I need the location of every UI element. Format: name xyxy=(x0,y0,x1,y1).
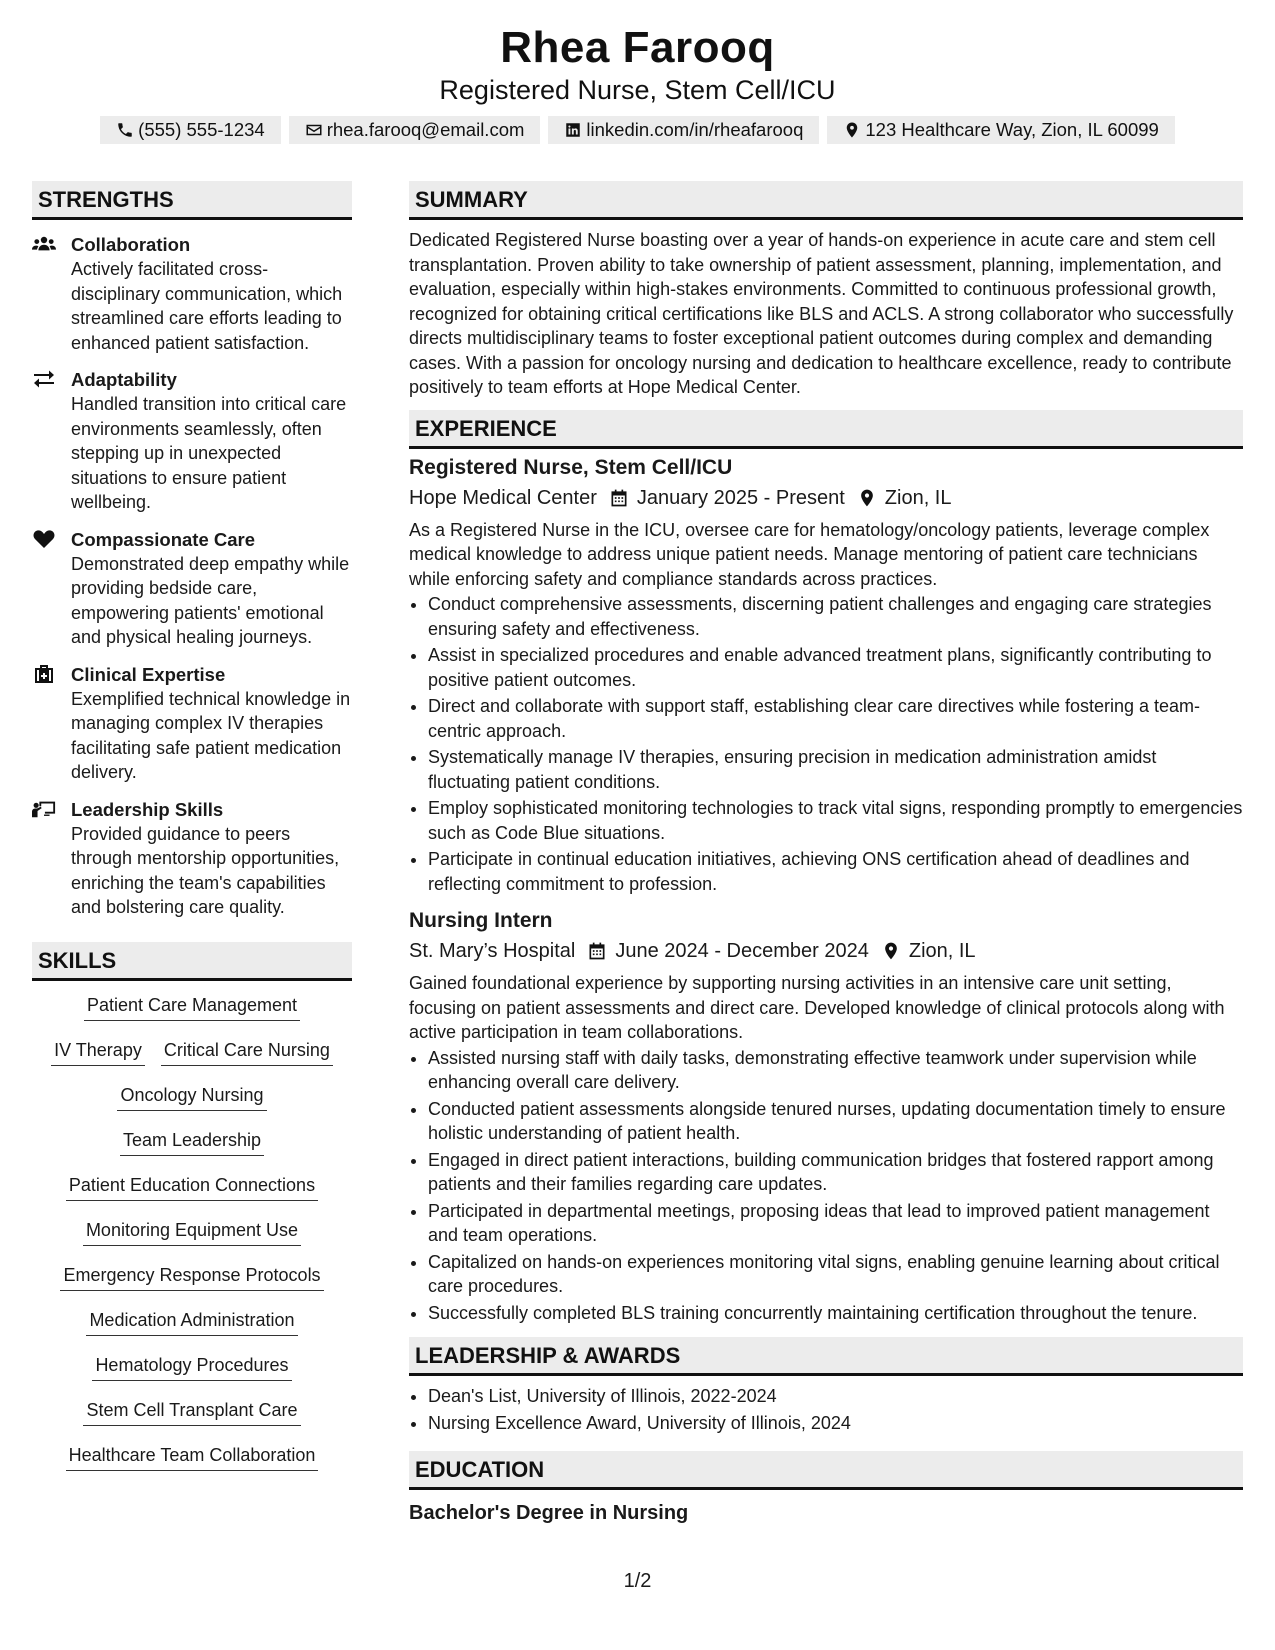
job-title: Registered Nurse, Stem Cell/ICU xyxy=(409,455,733,479)
skill-tag: Oncology Nursing xyxy=(117,1079,266,1111)
skill-tag: Patient Education Connections xyxy=(66,1169,318,1201)
contact-linkedin[interactable] xyxy=(548,116,819,144)
skill-tag: Monitoring Equipment Use xyxy=(83,1214,301,1246)
linkedin-icon xyxy=(564,121,582,139)
skill-tag: Patient Care Management xyxy=(84,989,300,1021)
right-column xyxy=(409,181,1243,1526)
education-degree: Bachelor's Degree in Nursing xyxy=(409,1502,689,1524)
job-entry xyxy=(409,906,1243,1325)
job-company: Hope Medical Center xyxy=(409,486,597,509)
job-bullet: • Capitalized on hands-on experiences monitoring vital signs, enabling genuine learning about critical care procedures. xyxy=(428,1250,1243,1299)
job-description: As a Registered Nurse in the ICU, oversee care for hematology/oncology patients, leverage complex medical knowledge to address unique patient needs. Manage mentoring of patient care technicians while enforcing safety and compliance standards across practices. xyxy=(409,519,1210,589)
contact-email[interactable] xyxy=(289,116,541,144)
education-heading: EDUCATION xyxy=(409,1451,1243,1490)
skill-tag: Healthcare Team Collaboration xyxy=(66,1439,319,1471)
skill-tag: Team Leadership xyxy=(120,1124,264,1156)
page-number: 1/2 xyxy=(623,1570,652,1592)
job-bullets xyxy=(409,1046,1243,1326)
location-pin-icon xyxy=(857,488,877,508)
skill-tag: Emergency Response Protocols xyxy=(60,1259,323,1291)
job-description: Gained foundational experience by supporting nursing activities in an intensive care unit setting, focusing on patient assessments and direct care. Developed knowledge of clinical protocols along with active participation in team collaborations. xyxy=(409,973,1225,1042)
skills-heading: SKILLS xyxy=(32,942,352,981)
job-bullet: • Conducted patient assessments alongside tenured nurses, updating documentation timely to ensure holistic understanding of patient health. xyxy=(428,1097,1243,1146)
strength-desc: Demonstrated deep empathy while providing bedside care, empowering patients' emotional and physical healing journeys. xyxy=(71,553,350,647)
strength-desc: Handled transition into critical care environments seamlessly, often stepping up in unexpected situations to ensure patient wellbeing. xyxy=(71,394,347,512)
job-dates: June 2024 - December 2024 xyxy=(615,940,869,962)
calendar-icon xyxy=(587,941,607,961)
job-bullet: • Employ sophisticated monitoring technologies to track vital signs, responding promptly to emergencies such as Code Blue situations. xyxy=(428,796,1243,845)
address-text: 123 Healthcare Way, Zion, IL 60099 xyxy=(865,119,1159,140)
strength-desc: Exemplified technical knowledge in managing complex IV therapies facilitating safe patient medication delivery. xyxy=(71,688,351,782)
strength-name: Leadership Skills xyxy=(71,798,224,820)
job-bullet: • Assist in specialized procedures and enable advanced treatment plans, significantly contributing to positive patient outcomes. xyxy=(428,643,1243,692)
summary-heading: SUMMARY xyxy=(409,181,1243,220)
calendar-icon xyxy=(609,488,629,508)
job-bullet: • Conduct comprehensive assessments, discerning patient challenges and engaging care strategies ensuring safety and effectiveness. xyxy=(428,592,1243,641)
skill-tag: Stem Cell Transplant Care xyxy=(83,1394,300,1426)
contact-address xyxy=(827,116,1174,144)
skill-tag: Critical Care Nursing xyxy=(161,1034,333,1066)
teacher-board-icon xyxy=(32,799,56,819)
strength-name: Adaptability xyxy=(71,369,177,390)
strength-name: Clinical Expertise xyxy=(71,663,226,685)
job-bullets xyxy=(409,592,1243,896)
heart-icon xyxy=(32,529,56,549)
phone-text: (555) 555-1234 xyxy=(138,119,265,140)
skill-tag: IV Therapy xyxy=(51,1034,145,1066)
strength-desc: Actively facilitated cross-disciplinary communication, which streamlined care efforts leading to enhanced patient satisfaction. xyxy=(71,259,343,353)
job-bullet: • Assisted nursing staff with daily tasks, demonstrating effective teamwork under supervision while enhancing overall care delivery. xyxy=(428,1046,1243,1095)
linkedin-text[interactable]: linkedin.com/in/rheafarooq xyxy=(586,119,804,140)
strengths-heading: STRENGTHS xyxy=(32,181,352,220)
medical-kit-icon xyxy=(32,664,56,684)
job-bullet: • Systematically manage IV therapies, ensuring precision in medication administration amidst fluctuating patient conditions. xyxy=(428,745,1243,794)
candidate-title: Registered Nurse, Stem Cell/ICU xyxy=(439,75,836,105)
job-meta xyxy=(409,936,1243,966)
job-meta xyxy=(409,483,1243,513)
job-bullet: • Engaged in direct patient interactions, building communication bridges that fostered rapport among patients and their families regarding care updates. xyxy=(428,1148,1243,1197)
job-title: Nursing Intern xyxy=(409,909,553,932)
strength-item xyxy=(32,368,352,515)
skill-tag: Hematology Procedures xyxy=(92,1349,291,1381)
strength-item xyxy=(32,663,352,785)
job-company: St. Mary’s Hospital xyxy=(409,940,576,962)
awards-heading: LEADERSHIP & AWARDS xyxy=(409,1337,1243,1376)
arrows-exchange-icon xyxy=(32,369,56,389)
strength-item xyxy=(32,528,352,650)
job-location: Zion, IL xyxy=(908,940,976,962)
phone-icon xyxy=(116,121,134,139)
contact-phone xyxy=(100,116,281,144)
location-pin-icon xyxy=(843,121,861,139)
experience-heading: EXPERIENCE xyxy=(409,410,1243,449)
job-entry xyxy=(409,453,1243,897)
envelope-icon xyxy=(305,121,323,139)
award-item: • Dean's List, University of Illinois, 2022-2024 xyxy=(428,1384,1243,1409)
left-column xyxy=(32,181,352,1484)
awards-list xyxy=(409,1384,1243,1435)
job-dates: January 2025 - Present xyxy=(636,486,845,509)
email-text[interactable]: rhea.farooq@email.com xyxy=(326,119,525,140)
job-bullet: • Direct and collaborate with support staff, establishing clear care directives while fostering a team-centric approach. xyxy=(428,694,1243,743)
job-bullet: • Participate in continual education initiatives, achieving ONS certification ahead of deadlines and reflecting commitment to profession. xyxy=(428,847,1243,896)
strength-item xyxy=(32,233,352,355)
users-icon xyxy=(32,234,56,254)
contact-bar xyxy=(0,116,1275,144)
job-bullet: • Successfully completed BLS training concurrently maintaining certification throughout the tenure. xyxy=(428,1301,1243,1326)
award-item: • Nursing Excellence Award, University of Illinois, 2024 xyxy=(428,1411,1243,1436)
strength-name: Compassionate Care xyxy=(71,528,256,550)
candidate-name: Rhea Farooq xyxy=(500,23,775,72)
strength-desc: Provided guidance to peers through mentorship opportunities, enriching the team's capabilities and bolstering care quality. xyxy=(71,823,340,917)
location-pin-icon xyxy=(881,941,901,961)
skills-list xyxy=(32,989,352,1484)
job-bullet: • Participated in departmental meetings, proposing ideas that lead to improved patient management and team operations. xyxy=(428,1199,1243,1248)
skill-tag: Medication Administration xyxy=(86,1304,297,1336)
summary-text: Dedicated Registered Nurse boasting over a year of hands-on experience in acute care and stem cell transplantation. Proven ability to take ownership of patient assessment, planning, implementation, and evaluation, especially within high-stakes environments. Committed to continuous professional growth, recognized for obtaining critical certifications like BLS and ACLS. A strong collaborator who successfully directs multidisciplinary teams to foster exceptional patient outcomes during complex and demanding cases. With a passion for oncology nursing and dedication to healthcare excellence, ready to contribute positively to team efforts at Hope Medical Center. xyxy=(409,230,1234,397)
strength-name: Collaboration xyxy=(71,234,191,255)
strength-item xyxy=(32,798,352,920)
resume-header xyxy=(0,22,1275,144)
job-location: Zion, IL xyxy=(884,486,952,509)
